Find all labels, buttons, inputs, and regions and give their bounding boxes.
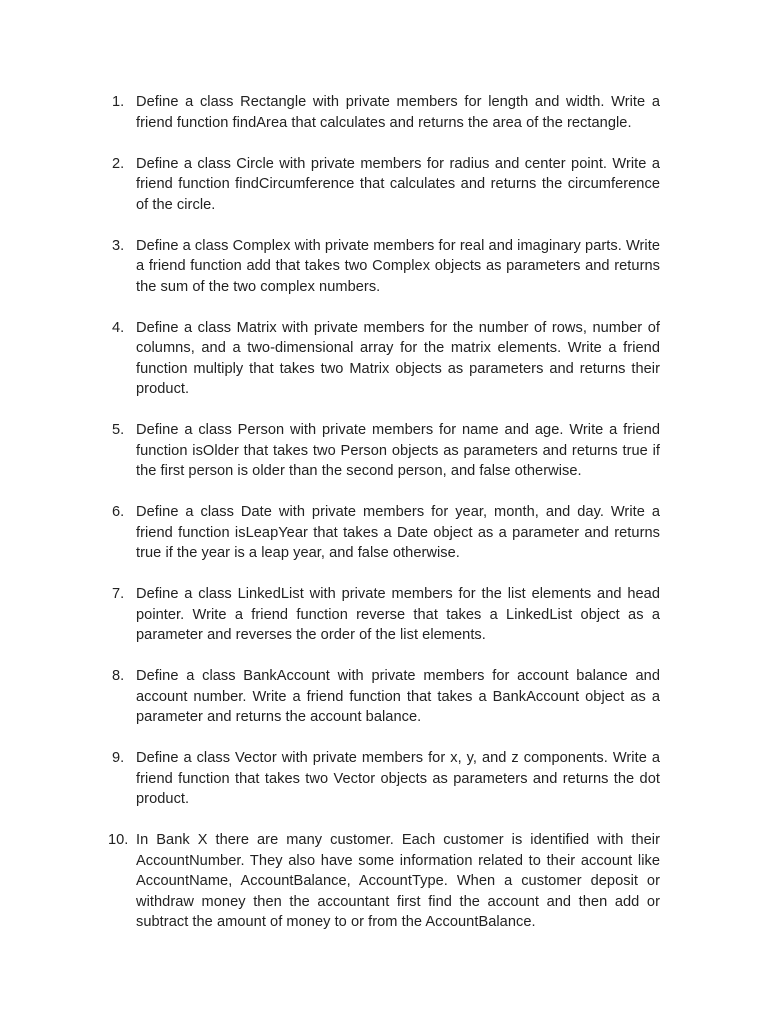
- item-number: 9.: [112, 750, 125, 766]
- item-number: 5.: [112, 422, 125, 438]
- list-item: [108, 830, 660, 933]
- item-text: Define a class Vector with private members for x, y, and z components. Write a friend function that takes two Vector objects as parameters and returns the dot product.: [136, 750, 660, 807]
- item-number: 3.: [112, 237, 125, 254]
- question-list: [108, 92, 660, 953]
- list-item: [108, 666, 660, 728]
- item-text: Define a class Person with private members for name and age. Write a friend function isOlder that takes two Person objects as parameters and returns true if the first person is older than the second person, and false otherwise.: [136, 422, 660, 479]
- item-number: 4.: [112, 319, 125, 336]
- item-text: Define a class Matrix with private members for the number of rows, number of columns, and a two-dimensional array for the matrix elements. Write a friend function multiply that takes two Matrix objects as parameters and returns their product.: [136, 319, 660, 397]
- list-item: [108, 584, 660, 646]
- item-text: Define a class Circle with private members for radius and center point. Write a friend function findCircumference that calculates and returns the circumference of the circle.: [136, 155, 660, 213]
- item-number: 1.: [112, 94, 125, 110]
- item-text: Define a class Complex with private members for real and imaginary parts. Write a friend function add that takes two Complex objects as parameters and returns the sum of the two complex numbers.: [136, 237, 660, 295]
- list-item: [108, 502, 660, 564]
- item-number: 10.: [108, 832, 129, 848]
- list-item: [108, 236, 660, 298]
- item-number: 2.: [112, 155, 125, 172]
- item-number: 6.: [112, 504, 125, 520]
- item-text: Define a class Date with private members for year, month, and day. Write a friend function isLeapYear that takes a Date object as a parameter and returns true if the year is a leap year, and false otherwise.: [136, 504, 660, 561]
- item-text: Define a class LinkedList with private members for the list elements and head pointer. Write a friend function reverse that takes a LinkedList object as a parameter and reverses the order of the list elements.: [136, 586, 660, 643]
- item-text: Define a class BankAccount with private members for account balance and account number. Write a friend function that takes a BankAccount object as a parameter and returns the account balance.: [136, 668, 660, 725]
- list-item: [108, 420, 660, 482]
- list-item: [108, 92, 660, 133]
- item-number: 7.: [112, 586, 125, 602]
- list-item: [108, 154, 660, 216]
- list-item: [108, 318, 660, 400]
- list-item: [108, 748, 660, 810]
- item-text: In Bank X there are many customer. Each customer is identified with their AccountNumber. They also have some information related to their account like AccountName, AccountBalance, AccountType. When a customer deposit or withdraw money then the accountant first find the account and then add or subtract the amount of money to or from the AccountBalance.: [136, 832, 660, 930]
- item-text: Define a class Rectangle with private members for length and width. Write a friend function findArea that calculates and returns the area of the rectangle.: [136, 94, 660, 131]
- item-number: 8.: [112, 668, 125, 684]
